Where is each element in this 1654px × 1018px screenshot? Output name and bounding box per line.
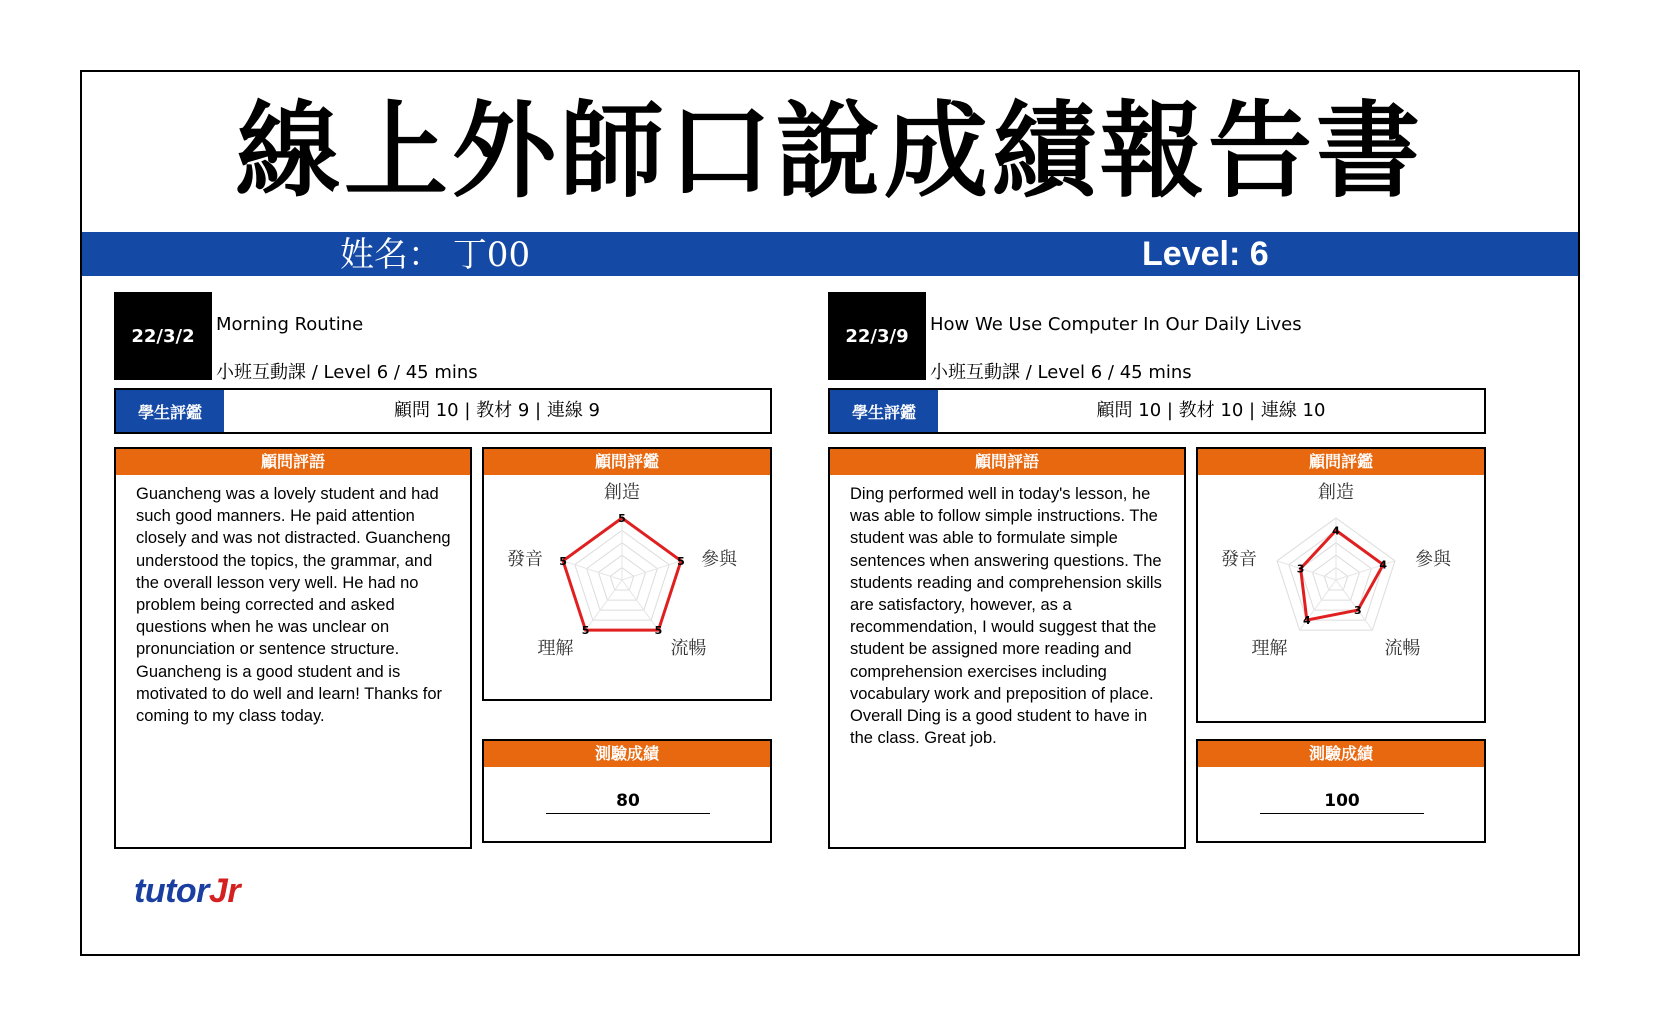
radar-point-label: 5 (654, 624, 663, 638)
radar-point-label: 4 (1332, 524, 1340, 538)
consultant-eval-header: 顧問評鑑 (484, 449, 770, 475)
radar-axis-label: 流暢 (1384, 638, 1421, 660)
student-name: 丁00 (452, 235, 531, 275)
logo-part-jr: Jr (208, 872, 241, 910)
radar-point-label: 5 (581, 624, 590, 638)
radar-point-label: 4 (1303, 614, 1311, 628)
name-label: 姓名： (340, 235, 442, 275)
radar-axis-label: 理解 (1251, 638, 1288, 660)
radar-point-label: 3 (1296, 562, 1305, 576)
radar-axis-label: 發音 (507, 548, 544, 570)
student-name-line (340, 232, 530, 278)
lesson-title: Morning Routine (216, 314, 364, 335)
student-eval-row (114, 388, 772, 434)
radar-axis-label: 參與 (700, 548, 737, 570)
radar-point-label: 5 (559, 554, 567, 568)
test-score-box (1196, 739, 1486, 843)
consultant-eval-box (1196, 447, 1486, 723)
radar-point-label: 5 (618, 512, 626, 525)
radar-chart (1198, 475, 1484, 699)
student-level: Level: 6 (1142, 235, 1269, 273)
consultant-comment-text: Guancheng was a lovely student and had such good manners. He paid attention closely and was not distracted. Guancheng understood the topics, the grammar, and the overall lesson very well. He had no problem being corrected and asked questions when he was unclear on pronunciation or sentence structure. Guancheng is a good student and is motivated to do well and learn! Thanks for coming to my class today. (136, 485, 451, 726)
radar-axis-label: 創造 (604, 482, 640, 503)
test-score-value: 100 (1260, 791, 1424, 814)
lesson-meta: 小班互動課 / Level 6 / 45 mins (930, 362, 1192, 383)
test-score-value: 80 (546, 791, 710, 814)
consultant-comment-text: Ding performed well in today's lesson, he was able to follow simple instructions. The student was able to formulate simple sentences when answering questions. The students reading and comprehension skills are satisfactory, however, as a recommendation, I would suggest that the student be assigned more reading and comprehension exercises including vocabulary work and preposition of place. Overall Ding is a good student to have in the class. Great job. (850, 485, 1162, 748)
consultant-comment-header: 顧問評語 (830, 449, 1184, 475)
lesson-date: 22/3/2 (114, 292, 212, 380)
report-title: 線上外師口說成績報告書 (235, 90, 1424, 212)
student-eval-scores: 顧問 10 | 教材 10 | 連線 10 (1096, 400, 1326, 421)
radar-axis-label: 創造 (1318, 482, 1354, 503)
test-score-header: 測驗成績 (484, 741, 770, 767)
radar-axis-label: 流暢 (670, 638, 707, 660)
radar-axis-label: 理解 (537, 638, 574, 660)
student-eval-scores: 顧問 10 | 教材 9 | 連線 9 (394, 400, 600, 421)
consultant-comment-box (114, 447, 472, 849)
lesson-card (796, 292, 1456, 928)
student-eval-tag: 學生評鑑 (116, 390, 224, 432)
radar-point-label: 4 (1379, 558, 1388, 572)
logo-part-tutor: tutor (134, 872, 209, 910)
consultant-eval-box (482, 447, 772, 701)
radar-axis-label: 發音 (1221, 548, 1258, 570)
student-eval-row (828, 388, 1486, 434)
consultant-eval-header: 顧問評鑑 (1198, 449, 1484, 475)
radar-point-label: 3 (1354, 604, 1362, 618)
consultant-comment-box (828, 447, 1186, 849)
student-eval-tag: 學生評鑑 (830, 390, 938, 432)
lesson-card (82, 292, 742, 928)
radar-chart (484, 475, 770, 699)
consultant-comment-header: 顧問評語 (116, 449, 470, 475)
tutorjr-logo (134, 872, 240, 911)
report-frame (80, 70, 1580, 956)
radar-axis-label: 參與 (1414, 548, 1451, 570)
student-info-bar (82, 232, 1578, 276)
lesson-date: 22/3/9 (828, 292, 926, 380)
test-score-box (482, 739, 772, 843)
test-score-header: 測驗成績 (1198, 741, 1484, 767)
lesson-title: How We Use Computer In Our Daily Lives (930, 314, 1302, 335)
lesson-meta: 小班互動課 / Level 6 / 45 mins (216, 362, 478, 383)
radar-point-label: 5 (677, 554, 685, 568)
